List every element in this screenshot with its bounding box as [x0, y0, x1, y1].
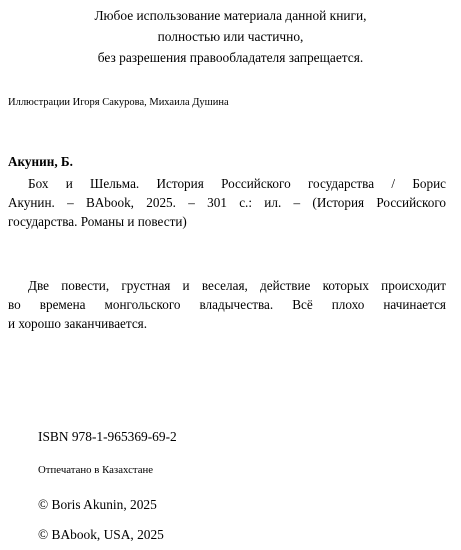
bibliographic-description-line: государства. Романы и повести): [8, 214, 187, 229]
bibliographic-description-line: Бох и Шельма. История Российского государства / Борис: [28, 176, 446, 191]
annotation-line: Две повести, грустная и веселая, действие которых происходит: [28, 278, 446, 293]
annotation: [8, 276, 446, 333]
copyright-publisher: © BAbook, USA, 2025: [38, 527, 164, 542]
copyright-notice: [40, 5, 421, 68]
bibliographic-description-line: Акунин. – BAbook, 2025. – 301 с.: ил. – (История Российского: [8, 195, 446, 210]
isbn: ISBN 978-1-965369-69-2: [38, 429, 177, 444]
bibliographic-description: [8, 174, 446, 231]
copyright-author: © Boris Akunin, 2025: [38, 497, 157, 512]
copyright-notice-line: Любое использование материала данной книги,: [94, 8, 367, 23]
annotation-line: и хорошо заканчивается.: [8, 316, 148, 331]
bibliographic-author: Акунин, Б.: [8, 154, 73, 169]
annotation-line: во времена монгольского владычества. Всё плохо начинается: [8, 297, 446, 312]
printed-in: Отпечатано в Казахстане: [38, 464, 154, 476]
illustrators-credit: Иллюстрации Игоря Сакурова, Михаила Душина: [8, 97, 229, 108]
copyright-notice-line: полностью или частично,: [157, 29, 304, 44]
copyright-notice-line: без разрешения правообладателя запрещается.: [97, 50, 364, 65]
